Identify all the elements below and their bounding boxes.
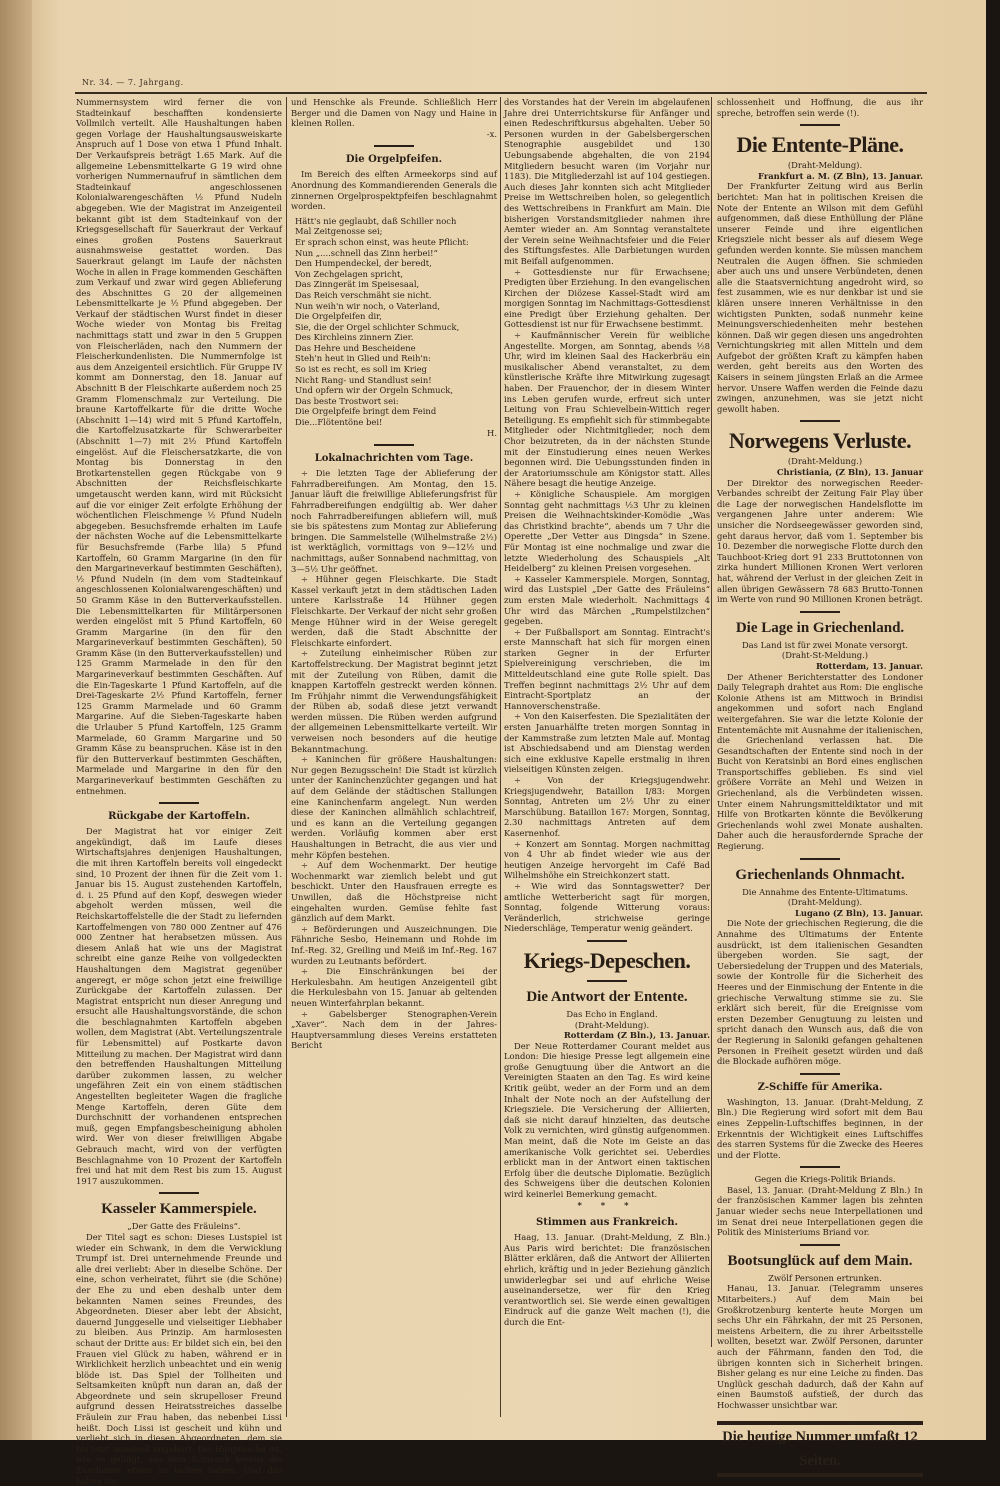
- divider: [587, 980, 627, 982]
- divider: [800, 124, 840, 126]
- article-text: Basel, 13. Januar. (Draht-Meldung Z Bln.) In der französischen Kammer lagen bis zehnten Januar wieder sechs neue Interpellationen und im Senat drei neue Interpellationen gegen die Politik des Ministeriums Briand vor.: [717, 1184, 923, 1238]
- divider: [800, 1166, 840, 1168]
- news-item: ÷ Wie wird das Sonntagswetter? Der amtliche Wetterbericht sagt für morgen, Sonntag, folgende Witterung voraus: Veränderlich, strichweise geringe Niederschläge, Temperatur wenig geändert.: [504, 880, 710, 934]
- subheadline: Das Land ist für zwei Monate versorgt.: [741, 639, 909, 650]
- news-item: ÷ Hühner gegen Fleischkarte. Die Stadt Kassel verkauft jetzt in dem städtischen Laden untere Karlsstraße 14 Hühner gegen Fleischkarte. Der Verkauf der nicht sehr großen Menge Hühner wird in der Weise geregelt werden, daß die Stadt Abschnitte der Fleischkarte einfordert.: [291, 574, 497, 648]
- poem-line: Nun weih'n wir noch, o Vaterland,: [295, 300, 441, 311]
- article-text: Der Athener Berichterstatter des Londoner Daily Telegraph drahtet aus Rom: Die englische Kolonie Athens ist am Mittwoch in Brindisi angekommen und sofort nach England weitergefahren. Sie war die letzte Kolonie der Ententemächte mit Ausnahme der italienischen, die Griechenland verlassen hat. Die Gesandtschaften der Entente sind noch in der Bucht von Keratsinbi an Bord eines englischen Transportschiffes geblieben. Es sind viel größere Vorräte an Mehl und Weizen in Griechenland, als die Verbündeten wissen. Unter einem Nahrungsmitteldiktator und mit Hilfe von Brotkarten könnte die Bevölkerung Griechenlands wohl zwei Monate aushalten. Daher auch die herausfordernde Sprache der Regierung.: [717, 671, 923, 852]
- dateline: Rotterdam (Z Bln.), 13. Januar.: [563, 1030, 710, 1041]
- column-divider: [286, 97, 287, 1417]
- divider: [159, 802, 199, 804]
- poem-line: Steh'n heut in Glied und Reih'n:: [295, 353, 432, 364]
- news-item: ÷ Auf dem Wochenmarkt. Der heutige Wochenmarkt war ziemlich belebt und gut beschickt. Unter den Hausfrauen erregte es Unwillen, daß die Höchstpreise nicht eingehalten wurden. Gemüse fehlte fast gänzlich auf dem Markt.: [291, 860, 497, 924]
- dateline: Frankfurt a. M. (Z Bln), 13. Januar.: [758, 170, 923, 181]
- headline-antwort-entente: Die Antwort der Entente.: [526, 988, 688, 1005]
- article-text: Der Titel sagt es schon: Dieses Lustspiel ist wieder ein Schwank, in dem die Verwicklung Trumpf ist. Drei unternehmende Freunde und alle drei verliebt: Aber in dieselbe Schöne. Der eine, schon verheiratet, führt sie (die Schöne) der Ehe zu und eben deshalb unter dem bekannten Namen seines Freundes, des Abgeordneten. Dieser aber lebt der Absicht, dauernd Junggeselle und vielseitiger Liebhaber zu bleiben. Aus Prinzip. Am harmlosesten schaut der Dritte aus: Er bildet sich ein, bei den Frauen viel Glück zu haben, während er in Wirklichkeit herzlich unbeachtet und ein wenig blöde ist. Das Spiel der Tollheiten und Seltsamkeiten knüpft nun daran an, daß der Abgeordnete und sein skrupelloser Freund aufgrund dessen Heiratsstreiches dasselbe Fräulein zur Frau haben, das nebenbei Lissi heißt. Doch Lissi ist gescheit und kühn und verliebt sich in diesen Abgeordneten, dem sie bis jetzt nominell angehört. Die Hauptsache ist, wie es gelingt, aus dem Schwank heraus die Zuschauer etwas zu lachen haben. Und das haben sie.: [76, 1231, 282, 1486]
- news-item: ÷ Gabelsberger Stenographen-Verein „Xaver“. Nach dem in der Jahres-Hauptversammlung dieses Vereins erstatteten Bericht: [291, 1008, 497, 1051]
- poem-line: Die Orgelpfeifen dir,: [295, 311, 382, 322]
- poem-line: Sie, die der Orgel schlichter Schmuck,: [295, 321, 460, 332]
- news-item: ÷ Die Einschränkungen bei der Herkulesbahn. Am heutigen Anzeigenteil gibt die Herkulesbahn von 15. Januar ab geltenden neuen Winterfahrplan bekannt.: [291, 966, 497, 1008]
- poem-line: Das Hehre und Bescheidene: [295, 342, 416, 353]
- headline-griechenlands-ohnmacht: Griechenlands Ohnmacht.: [735, 866, 905, 883]
- poem-line: So ist es recht, es soll im Krieg: [295, 364, 427, 375]
- poem-line: Den Humpendeckel, der beredt,: [295, 258, 432, 269]
- column-divider: [711, 97, 712, 1347]
- news-item: ÷ Gottesdienste nur für Erwachsene; Predigten über Erziehung. In den evangelischen Kirchen der Diözese Kassel-Stadt wird am morgigen Sonntag im Nachmittags-Gottesdienst eine Predigt über Erziehung gehalten. Der Gottesdienst ist nur für Erwachsene bestimmt.: [504, 266, 711, 330]
- news-item: ÷ Von der Kriegsjugendwehr. Kriegsjugendwehr, Bataillon I/83: Morgen Sonntag, Antreten um 2½ Uhr zu einer Marschübung. Bataillon 167: Morgen, Sonntag, 2.30 nachmittags Antreten auf dem Kasernenhof.: [504, 775, 710, 838]
- headline-potato-return: Rückgabe der Kartoffeln.: [108, 811, 250, 823]
- news-item: ÷ Zuteilung einheimischer Rüben zur Kartoffelstreckung. Der Magistrat beginnt jetzt mit der Zuteilung von Rüben, damit die knappen Kartoffeln gestreckt werden können. Im Frühjahr nimmt die Verwendungsfähigkeit der Rüben ab, sodaß diese jetzt verwandt werden müssen. Die Rüben werden aufgrund der allgemeinen Lebensmittelkarte verteilt. Wir verweisen noch besonders auf die heutige Bekanntmachung.: [291, 648, 497, 754]
- headline-kriegs-depeschen: Kriegs-Depeschen.: [523, 947, 691, 973]
- news-item: ÷ Konzert am Sonntag. Morgen nachmittag von 4 Uhr ab findet wieder wie aus der heutigen Anzeige hervorgeht im Café Bad Wilhelmshöhe ein Streichkonzert statt.: [504, 838, 710, 881]
- poem-line: Hätt's nie geglaubt, daß Schiller noch: [295, 215, 457, 226]
- news-item: ÷ Kaufmännischer Verein für weibliche Angestellte. Morgen, am Sonntag, abends ½8 Uhr, wird im kleinen Saal des Hackerbräu ein musikalischer Abend veranstaltet, zu dem künstlerische Kräfte ihre Mitwirkung zugesagt haben. Der Frauenchor, der in diesem Winter ins Leben gerufen wurde, erfreut sich unter Leitung von Frau Schievelbein-Wittich reger Beteiligung. Es empfiehlt sich für stimmbegabte Mitglieder oder Nichtmitglieder, noch dem Chor beizutreten, da in der nächsten Stunde mit der Einstudierung eines neuen Werkes begonnen wird. Die Uebungsstunden finden in der Aratoriumsschule am Königstor statt. Alles Nähere besagt die heutige Anzeige.: [504, 330, 710, 489]
- poem-line: Die...Flötentöne bei!: [295, 417, 383, 428]
- headline-entente-plaene: Die Entente-Pläne.: [736, 132, 904, 158]
- headline-norwegens-verluste: Norwegens Verluste.: [728, 428, 912, 454]
- news-item: ÷ Die letzten Tage der Ablieferung der Fahrradbereifungen. Am Montag, den 15. Januar läuft die freiwillige Ablieferungsfrist für Fahrradbereifungen endgültig ab. Wer daher noch Fahrradbereifungen abliefern will, muß sie bis spätestens zum Montag zur Ablieferung bringen. Die Sammelstelle (Wilhelmstraße 2½) ist werktäglich, vormittags von 9—12½ und nachmittags, außer Sonnabend nachmittag, von 3—5½ Uhr geöffnet.: [291, 468, 497, 574]
- source-line: (Draht-St-Meldung.): [781, 650, 869, 661]
- article-text: Washington, 13. Januar. (Draht-Meldung, Z Bln.) Die Regierung wird sofort mit dem Bau eines Zeppelin-Luftschiffes beginnen, in der Erkenntnis der Wichtigkeit eines Luftschiffes des starren Systems für die Zwecke des Heeres und der Flotte.: [717, 1096, 923, 1160]
- divider: [800, 858, 840, 860]
- poem-line: Mal Zeitgenosse sei;: [295, 226, 383, 237]
- divider: [800, 1073, 840, 1075]
- headline-lage-griechenland: Die Lage in Griechenland.: [735, 619, 905, 636]
- headline-bootsunglueck: Bootsunglück auf dem Main.: [727, 1252, 913, 1269]
- section-stars: * * *: [577, 1199, 637, 1210]
- page-edge: [0, 0, 32, 1440]
- dateline: Rotterdam, 13. Januar.: [815, 660, 923, 671]
- article-text: Der Magistrat hat vor einiger Zeit angekündigt, daß im Laufe dieses Wirtschaftsjahres denjenigen Haushaltungen, die mit ihren Kartoffeln bereits voll eingedeckt sind, 10 Prozent der ihnen für die Zeit vom 1. Januar bis 15. August zustehenden Kartoffeln, d. i. 25 Pfund auf den Kopf, deswegen wieder abgeholt werden müssen, weil die Reichskartoffelstelle die der Stadt zu liefernden Kartoffelmengen von 780 000 Zentner auf 476 000 Zentner hat herabsetzen müssen. Aus diesem Anlaß hat wie uns der Magistrat schreibt eine ganze Reihe von vollgedeckten Haushaltungen dem Magistrat gegenüber angeregt, er möge schon jetzt eine freiwillige Zurückgabe der Kartoffeln zulassen. Der Magistrat entspricht nun dieser Anregung und ersucht alle Haushaltungsvorstände, die schon die beschlagnahmten Kartoffeln abgeben wollen, dem Magistrat (Abt. Verteilungszentrale für Lebensmittel) auf Postkarte davon Mitteilung zu machen. Der Magistrat wird dann den betreffenden Haushaltungen Mitteilung darüber zukommen lassen, zu welcher ungefähren Zeit ein von einem städtischen Angestellten begleiteter Wagen die fragliche Menge Kartoffeln, deren Güte dem Durchschnitt der vorhandenen entsprechen muß, gegen Empfangsbescheinigung abholen wird. Wer von dieser freiwilligen Abgabe Gebrauch macht, wird von der verfügten Beschlagnahme von 10 Prozent der Kartoffeln frei und hat mit dem Rest bis zum 15. August 1917 auszukommen.: [76, 826, 282, 1186]
- poem-line: Nicht Rang- und Standlust sein!: [295, 374, 432, 385]
- divider: [800, 1244, 840, 1246]
- headline-briand: Gegen die Kriegs-Politik Briands.: [754, 1174, 896, 1185]
- article-text: Im Bereich des elften Armeekorps sind auf Anordnung des Kommandierenden Generals die zinnernen Orgelprospektpfeifen beschlagnahmt worden.: [291, 169, 497, 212]
- signature: H.: [487, 427, 497, 438]
- source-line: (Draht-Meldung).: [574, 1019, 650, 1030]
- subheadline: Die Annahme des Entente-Ultimatums.: [742, 886, 908, 897]
- divider: [159, 1192, 199, 1194]
- subheadline: „Der Gatte des Fräuleins“.: [127, 1221, 241, 1232]
- headline-orgelpfeifen: Die Orgelpfeifen.: [345, 154, 443, 166]
- divider: [374, 444, 414, 446]
- article-text: Der Frankfurter Zeitung wird aus Berlin berichtet: Man hat in politischen Kreisen die Note der Entente an Wilson mit dem Gefühl aufgenommen, daß diese Enthüllung der Pläne unserer Feinde und ihre eigentlichen Kriegsziele nicht besser als auf diesem Wege gefunden werden konnte. Sie müssen manchem Neutralen die Augen öffnen. Sie schmieden aber auch uns und unsere Verbündeten, denen alle die Staatsvernichtung angedroht wird, so fest zusammen, wie es nur denkbar ist und sie klären unsere inneren Verhältnisse in den wichtigsten Punkten, sodaß nunmehr keine Meinungsverschiedenheiten mehr bestehen können. Daß wir gegen diesen uns angedrohten Vernichtungskrieg mit allen Mitteln und dem Aufgebot der größten Kraft zu kämpfen haben werden, geht bereits aus den Worten des Kaisers in seinem jüngsten Erlaß an die Armee hervor. Unsere Waffen werden die Feinde dazu zwingen, anzunehmen, was sie jetzt nicht gewollt haben.: [717, 181, 923, 414]
- news-item: ÷ Der Fußballsport am Sonntag. Eintracht's erste Mannschaft hat sich für morgen einen starken Gegner in der Erfurter Spielvereinigung verschrieben, die im Mitteldeutschland eine gute Rolle spielt. Das Treffen beginnt nachmittags 2½ Uhr auf dem Eintracht-Sportplatz an der Hannoverschenstraße.: [504, 626, 710, 711]
- article-text: Nummernsystem wird ferner die von Stadteinkauf beschafften kondensierte Vollmilch verteilt. Alle Haushaltungen haben gegen Vorlage der Haushaltungsausweiskarte Anspruch auf 1 Dose von etwa 1 Pfund Inhalt. Der Verkaufspreis beträgt 1.65 Mark. Auf die allgemeine Lebensmittelkarte G 19 wird ohne vorherigen Nummernaufruf in sämtlichen dem Stadteinkauf angeschlossenen Kolonialwarengeschäften ½ Pfund Nudeln abgegeben. Wie der Magistrat im Anzeigenteil bekannt gibt ist dem Stadteinkauf von der Kriegsgesellschaft für Sauerkraut der Verkauf eines großen Postens Sauerkraut ausnahmsweise gestattet worden. Das Sauerkraut gelangt im Laufe der nächsten Woche in allen in Frage kommenden Geschäften zum Verkauf und zwar wird gegen Ablieferung des Abschnittes G 20 der allgemeinen Lebensmittelkarte je ½ Pfund abgegeben. Der Verkauf der städtischen Wurst findet in dieser Woche wieder von Montag bis Freitag nachmittags statt und zwar in den 5 Gruppen von Fleischerläden, nach den Nummern der Fleischerkundenlisten. Die Nummernfolge ist aus dem Anzeigenteil ersichtlich. Für Gruppe IV kommt am Donnerstag, den 18. Januar auf Abschnitt B der Fleischkarte außerdem noch 25 Gramm Flomenschmalz zur Verteilung. Die braune Kartoffelkarte für die dritte Woche (Abschnitt 1—14) wird mit 5 Pfund Kartoffeln, die Kartoffelzusatzkarte für Schwerarbeiter (Abschnitt 1—7) mit 2½ Pfund Kartoffeln eingelöst. Auf die Fleischersatzkarte, die von Montag bis Donnerstag in den Brotkartenstellen gegen Rückgabe von 9 Abschnitten der Reichsfleischkarte umgetauscht werden kann, wird mit Rücksicht auf die vor einiger Zeit erfolgte Erhöhung der wöchentlichen Fleischmenge ½ Pfund Nudeln abgegeben. Besuchsfremde erhalten im Laufe der nächsten Woche auf die Lebensmittelkarte für Besuchsfremde (Farbe lila) 5 Pfund Kartoffeln, 60 Gramm Margarine (in den für den Margarineverkauf bestimmten Geschäften), ½ Pfund Nudeln (in dem vom Stadteinkauf angeschlossenen Kolonialwarengeschäften) und 50 Gramm Käse in den Butterverkaufsstellen. Die Lebensmittelkarten für Militärpersonen werden eingelöst mit 5 Pfund Kartoffeln, 60 Gramm Margarine (in den für den Margarineverkauf bestimmten Geschäften), 50 Gramm Käse (in den Butterverkaufsstellen) und 125 Gramm Marmelade in den für den Margarineverkauf bestimmten Geschäften. Auf die Ein-Tageskarte 1 Pfund Kartoffeln, auf die Drei-Tageskarte 2½ Pfund Kartoffeln, ferner 125 Gramm Marmelade und 60 Gramm Margarine. Auf die Sieben-Tageskarte haben die Urlauber 5 Pfund Kartoffeln, 125 Gramm Marmelade, 60 Gramm Margarine und 50 Gramm Käse zu beanspruchen. Käse ist in den für den Butterverkauf bestimmten Geschäften, Marmelade und Margarine in den für den Margarineverkauf bestimmten Geschäften zu entnehmen.: [76, 97, 282, 796]
- news-item: ÷ Kasseler Kammerspiele. Morgen, Sonntag, wird das Lustspiel „Der Gatte des Fräuleins“ zum ersten Male wiederholt. Nachmittags 4 Uhr wird das Märchen „Rumpelstilzchen“ gegeben.: [504, 573, 710, 627]
- article-text: Der Direktor des norwegischen Reeder-Verbandes schreibt der Zeitung Fair Play über die Lage der norwegischen Handelsflotte im vergangenen Jahre unter anderem: Wie unsicher die Nordseegewässer geworden sind, geht daraus hervor, daß vom 1. September bis 10. Dezember die norwegische Flotte durch den Tauchboot-Krieg dort 91 233 Bruttotonnen von zirka hundert Millionen Kronen Wert verloren hat, während der Verlust in der gleichen Zeit in allen übrigen Gewässern 78 683 Brutto-Tonnen im Werte von rund 90 Millionen Kronen beträgt.: [717, 477, 923, 605]
- news-item: ÷ Von den Kaiserfesten. Die Spezialitäten der ersten Januarhälfte treten morgen Sonntag in der Kammstraße zum letzten Male auf. Montag ist Abschiedsabend und am Dienstag werden sich eine exklusive Kapelle erstmalig in ihren vielseitigen Künsten zeigen.: [504, 711, 710, 775]
- subheadline: Das Echo in England.: [566, 1008, 658, 1019]
- article-text: des Vorstandes hat der Verein im abgelaufenen Jahre drei Unterrichtskurse für Anfänger und einen Redeschriftkursus abgehalten. Ueber 50 Personen wurden in der Gabelsbergerschen Stenographie ausgebildet und 130 Uebungsabende abgehalten, die von 2194 Mitgliedern besucht waren (im Vorjahr nur 1183). Die Mitgliederzahl ist auf 104 gestiegen. Auch dieses Jahr konnten sich acht Mitglieder Preise im Wettschreiben holen, so gelegentlich des Wettschreibens in Frankfurt am Main. Die bisherigen Vorstandsmitglieder nahmen ihre Aemter wieder an. Am Sonntag veranstaltete der Verein seine Weihnachtsfeier und die Feier des Stiftungsfestes. Alle Darbietungen wurden mit Beifall aufgenommen.: [504, 97, 710, 266]
- column-3: [504, 97, 710, 1328]
- poem: [295, 216, 497, 428]
- article-text: und Henschke als Freunde. Schließlich Herr Berger und die Damen von Nagy und Haine in kleinen Rollen.: [291, 97, 497, 129]
- news-item: ÷ Kaninchen für größere Haushaltungen: Nur gegen Bezugsschein! Die Stadt ist kürzlich unter der Kaninchenzüchter gegangen und hat auf dem Gelände der städtischen Stallungen eine Kaninchenfarm angelegt. Nun werden diese der Kaninchen allmählich schlachtreif, und es kann an die Verteilung gegangen werden. Vorläufig kommen aber erst Haushaltungen in Betracht, die aus vier und mehr Köpfen bestehen.: [291, 754, 497, 860]
- divider: [374, 145, 414, 147]
- headline-kammerspiele: Kasseler Kammerspiele.: [101, 1201, 257, 1218]
- subheadline: Zwölf Personen ertrunken.: [768, 1272, 882, 1283]
- poem-line: Und opfern wir der Orgeln Schmuck,: [295, 385, 453, 396]
- headline-lokalnachrichten: Lokalnachrichten vom Tage.: [314, 453, 474, 465]
- headline-stimmen-frankreich: Stimmen aus Frankreich.: [536, 1217, 678, 1229]
- poem-line: Die Orgelpfeife bringt dem Feind: [295, 406, 437, 417]
- poem-line: Das Zinngerät im Speisesaal,: [295, 279, 420, 290]
- poem-line: Das Reich verschmäht sie nicht.: [295, 289, 432, 300]
- poem-line: Des Kirchleins zinnern Zier.: [295, 332, 414, 343]
- poem-line: Er sprach schon einst, was heute Pflicht:: [295, 236, 469, 247]
- dateline: Christiania, (Z Bln), 13. Januar: [776, 467, 923, 478]
- poem-line: Nun „....schnell das Zinn herbei!“: [295, 247, 438, 258]
- folio: Nr. 34. — 7. Jahrgang.: [82, 78, 184, 87]
- divider: [587, 940, 627, 942]
- poem-line: Das beste Trostwort sei:: [295, 395, 399, 406]
- header-rule: [75, 92, 927, 94]
- source-line: (Draht-Meldung.): [787, 456, 863, 467]
- column-2: [291, 97, 497, 1051]
- column-1: [76, 97, 282, 1486]
- source-line: (Draht-Meldung).: [787, 160, 863, 171]
- signature: -x.: [486, 128, 497, 139]
- divider: [800, 611, 840, 613]
- news-item: ÷ Beförderungen und Auszeichnungen. Die Fähnriche Sesbo, Heinemann und Rohde im Inf.-Reg. 32, Greiling und Meiß im Inf.-Reg. 167 wurden zu Leutnants befördert.: [291, 923, 497, 966]
- headline-z-schiffe: Z-Schiffe für Amerika.: [757, 1081, 883, 1093]
- column-4: [717, 97, 923, 1477]
- article-text: Hanau, 13. Januar. (Telegramm unseres Mitarbeiters.) Auf dem Main bei Großkrotzenburg kenterte heute Morgen um sechs Uhr ein Fährkahn, der mit 25 Personen, meistens Arbeitern, die zu ihrer Arbeitsstelle wollten, besetzt war. Zwölf Personen, darunter auch der Fährmann, fanden den Tod, die übrigen konnten sich in Sicherheit bringen. Bisher gelang es nur eine Leiche zu finden. Das Unglück geschah dadurch, daß der Kahn auf einen Baumstoß aufstieß, der durch das Hochwasser unsichtbar war.: [717, 1283, 923, 1410]
- article-text: Der Neue Rotterdamer Courant meldet aus London: Die hiesige Presse legt allgemein eine große Genugtuung über die Antwort an die Vereinigten Staaten an den Tag. Es wird keine Kritik geübt, weder an der Form und an dem Inhalt der Note noch an der Aufstellung der Kriegsziele. Die Versicherung der Alliierten, daß sie nicht darauf hinzielten, das deutsche Volk zu vernichten, wird günstig aufgenommen. Man meint, daß die Note im Geiste an das amerikanische Volk gerichtet sei. Ueberdies erblickt man in der Antwort einen taktischen Erfolg über die deutsche Diplomatie. Bezüglich des Schweigens über die deutschen Kolonien wird keinerlei Bemerkung gemacht.: [504, 1040, 710, 1199]
- article-text: Haag, 13. Januar. (Draht-Meldung, Z Bln.) Aus Paris wird berichtet: Die französischen Blätter erklären, daß die Antwort der Alliierten ehrlich, kräftig und in jeder Beziehung gänzlich unwiderlegbar sei und auf ehrliche Weise auseinandersetze, wer für den Krieg verantwortlich sei. Sie werde einen gewaltigen Eindruck auf die ganze Welt machen (!), die durch die Ent-: [504, 1232, 710, 1327]
- article-text: Die Note der griechischen Regierung, die die Annahme des Ultimatums der Entente ausdrückt, ist dem italienischen Gesandten übergeben worden. Sie sagt, der Uebersiedelung der Truppen und des Materials, sowie der Kontrolle für die Sicherheit des Heeres und der Einmischung der Entente in die griechische Verwaltung stimme sie zu. Sie erklärt sich bereit, für die Ereignisse vom ersten Dezember Genugtuung zu leisten und spricht danach den Wunsch aus, daß die von der Regierung in Saloniki gefangen gehaltenen Personen in Freiheit gesetzt würden und daß die Blockade aufhören möge.: [717, 918, 923, 1067]
- page-count-notice: Die heutige Nummer umfaßt 12 Seiten.: [717, 1421, 923, 1477]
- column-divider: [500, 97, 501, 1417]
- article-text: schlossenheit und Hoffnung, die aus ihr spreche, betroffen sein werde (!).: [717, 97, 923, 118]
- dateline: Lugano (Z Bln), 13. Januar.: [794, 907, 923, 918]
- divider: [800, 420, 840, 422]
- source-line: (Draht-Meldung).: [787, 897, 863, 908]
- poem-line: Von Zechgelagen spricht,: [295, 268, 404, 279]
- news-item: ÷ Königliche Schauspiele. Am morgigen Sonntag geht nachmittags ½3 Uhr zu kleinen Preisen die Weihnachtskinder-Komödie „Was das Christkind brachte“, abends um 7 Uhr die Operette „Der Vetter aus Dingsda“ in Szene. Für Montag ist eine nochmalige und zwar die letzte Wiederholung des Schauspiels „Alt Heidelberg“ zu kleinen Preisen vorgesehen.: [504, 488, 710, 574]
